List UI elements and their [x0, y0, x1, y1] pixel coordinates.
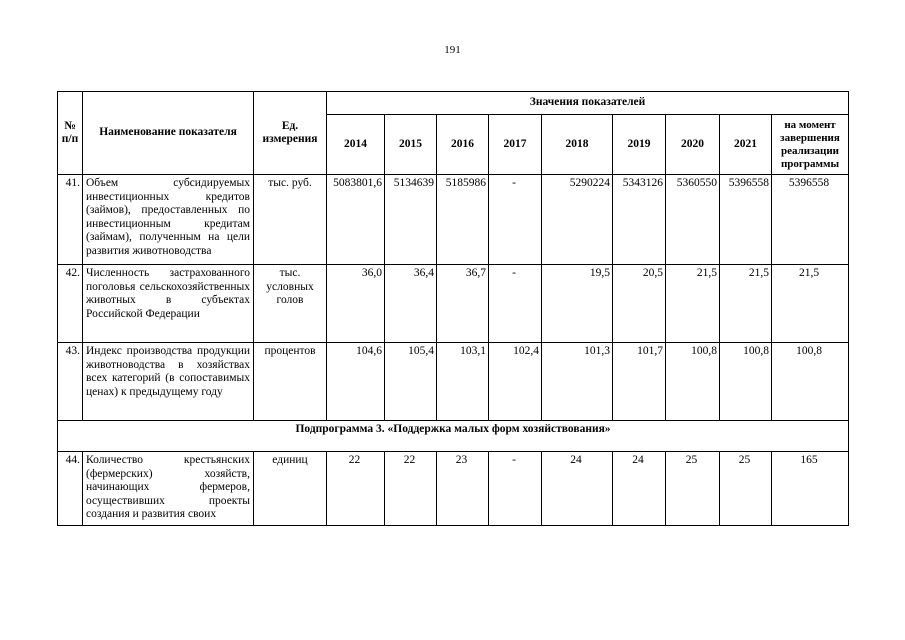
row-num: 42.	[58, 265, 83, 343]
header-values: Значения показателей	[327, 92, 849, 115]
row-value: 5343126	[613, 175, 666, 265]
row-value: 103,1	[437, 343, 489, 421]
row-value: -	[489, 175, 542, 265]
header-num: № п/п	[58, 92, 83, 175]
header-year: 2015	[385, 115, 437, 175]
header-year: 2020	[666, 115, 720, 175]
subprogram-row	[58, 421, 849, 452]
row-value: 22	[327, 452, 385, 526]
row-value: 36,0	[327, 265, 385, 343]
row-value: 21,5	[772, 265, 849, 343]
subprogram-title: Подпрограмма 3. «Поддержка малых форм хозяйствования»	[58, 421, 849, 452]
row-value: 5290224	[542, 175, 613, 265]
table-row	[58, 343, 849, 421]
row-value: 100,8	[720, 343, 772, 421]
row-value: 5360550	[666, 175, 720, 265]
row-value: 5396558	[720, 175, 772, 265]
header-year: 2018	[542, 115, 613, 175]
row-value: 101,3	[542, 343, 613, 421]
row-value: 5396558	[772, 175, 849, 265]
row-value: 25	[666, 452, 720, 526]
header-completion: на момент завершения реализации программы	[772, 115, 849, 175]
row-value: 100,8	[666, 343, 720, 421]
header-name: Наименование показателя	[83, 92, 254, 175]
row-value: 101,7	[613, 343, 666, 421]
row-value: 23	[437, 452, 489, 526]
page-number: 191	[444, 44, 461, 56]
row-value: 5134639	[385, 175, 437, 265]
header-unit: Ед. измерения	[254, 92, 327, 175]
row-unit: тыс. условных голов	[254, 265, 327, 343]
table-row	[58, 452, 849, 526]
row-unit: тыс. руб.	[254, 175, 327, 265]
row-value: 21,5	[666, 265, 720, 343]
row-value: 100,8	[772, 343, 849, 421]
header-year: 2019	[613, 115, 666, 175]
row-value: 25	[720, 452, 772, 526]
header-year: 2021	[720, 115, 772, 175]
row-value: -	[489, 265, 542, 343]
row-name: Количество крестьянских (фермерских) хозяйств, начинающих фермеров, осуществивших проекты создания и развития своих	[83, 452, 254, 526]
row-value: 104,6	[327, 343, 385, 421]
row-value: 36,4	[385, 265, 437, 343]
row-name: Численность застрахованного поголовья сельскохозяйственных животных в субъектах Российской Федерации	[83, 265, 254, 343]
row-value: 24	[613, 452, 666, 526]
header-year: 2016	[437, 115, 489, 175]
row-value: -	[489, 452, 542, 526]
row-value: 105,4	[385, 343, 437, 421]
row-name: Индекс производства продукции животноводства в хозяйствах всех категорий (в сопоставимых ценах) к предыдущему году	[83, 343, 254, 421]
header-year: 2017	[489, 115, 542, 175]
row-num: 41.	[58, 175, 83, 265]
row-unit: единиц	[254, 452, 327, 526]
row-value: 21,5	[720, 265, 772, 343]
row-value: 165	[772, 452, 849, 526]
row-value: 22	[385, 452, 437, 526]
row-unit: процентов	[254, 343, 327, 421]
indicators-table	[57, 91, 849, 526]
row-value: 5083801,6	[327, 175, 385, 265]
row-num: 44.	[58, 452, 83, 526]
header-year: 2014	[327, 115, 385, 175]
row-value: 24	[542, 452, 613, 526]
table-row	[58, 265, 849, 343]
row-value: 102,4	[489, 343, 542, 421]
row-value: 36,7	[437, 265, 489, 343]
table-row	[58, 175, 849, 265]
row-value: 19,5	[542, 265, 613, 343]
row-name: Объем субсидируемых инвестиционных кредитов (займов), предоставленных по инвестиционным кредитам (займам), полученным на цели развития животноводства	[83, 175, 254, 265]
row-value: 5185986	[437, 175, 489, 265]
row-num: 43.	[58, 343, 83, 421]
row-value: 20,5	[613, 265, 666, 343]
